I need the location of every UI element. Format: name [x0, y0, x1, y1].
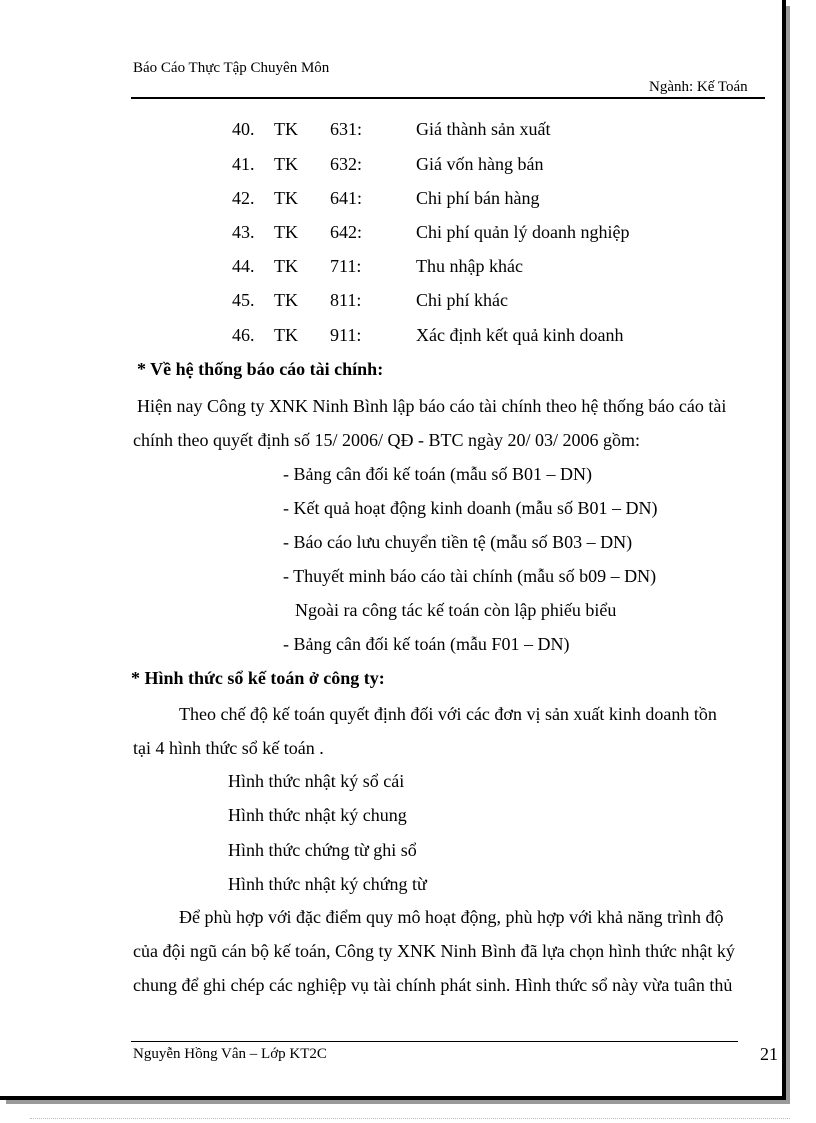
header-department: Ngành: Kế Toán [649, 79, 748, 95]
account-prefix: TK [274, 256, 298, 276]
header-report-title: Báo Cáo Thực Tập Chuyên Môn [133, 60, 330, 76]
report-list-item: - Kết quả hoạt động kinh doanh (mẫu số B01 – DN) [283, 498, 658, 518]
bookkeeping-form-item: Hình thức nhật ký chung [228, 805, 407, 825]
footer-author: Nguyễn Hồng Vân – Lớp KT2C [133, 1046, 327, 1062]
header-rule [131, 97, 765, 99]
account-code: 911: [330, 325, 362, 345]
section-heading-financial-reports: * Về hệ thống báo cáo tài chính: [137, 359, 384, 379]
account-number: 43. [232, 222, 255, 242]
account-code: 811: [330, 290, 362, 310]
bookkeeping-form-item: Hình thức nhật ký chứng từ [228, 874, 427, 894]
account-number: 46. [232, 325, 255, 345]
paragraph-line: Để phù hợp với đặc điểm quy mô hoạt động, phù hợp với khả năng trình độ [179, 907, 724, 927]
paragraph-line: Ngoài ra công tác kế toán còn lập phiếu biểu [295, 600, 617, 620]
account-prefix: TK [274, 119, 298, 139]
section-heading-accounting-books: * Hình thức sổ kế toán ở công ty: [131, 668, 385, 688]
account-prefix: TK [274, 290, 298, 310]
bookkeeping-form-item: Hình thức chứng từ ghi sổ [228, 840, 417, 860]
account-description: Giá thành sản xuất [416, 119, 551, 139]
paragraph-line: chính theo quyết định số 15/ 2006/ QĐ - BTC ngày 20/ 03/ 2006 gồm: [133, 430, 640, 450]
paragraph-line: Hiện nay Công ty XNK Ninh Bình lập báo cáo tài chính theo hệ thống báo cáo tài [137, 396, 727, 416]
account-prefix: TK [274, 188, 298, 208]
report-list-item: - Bảng cân đối kế toán (mẫu số B01 – DN) [283, 464, 592, 484]
paragraph-line: tại 4 hình thức sổ kế toán . [133, 738, 324, 758]
account-description: Thu nhập khác [416, 256, 523, 276]
paragraph-line: Theo chế độ kế toán quyết định đối với các đơn vị sản xuất kinh doanh tồn [179, 704, 717, 724]
account-prefix: TK [274, 154, 298, 174]
paragraph-line: của đội ngũ cán bộ kế toán, Công ty XNK Ninh Bình đã lựa chọn hình thức nhật ký [133, 941, 735, 961]
account-code: 632: [330, 154, 363, 174]
account-code: 631: [330, 119, 363, 139]
account-code: 711: [330, 256, 362, 276]
account-number: 44. [232, 256, 255, 276]
bookkeeping-form-item: Hình thức nhật ký sổ cái [228, 771, 405, 791]
page-number: 21 [760, 1044, 778, 1064]
account-prefix: TK [274, 325, 298, 345]
paragraph-line: chung để ghi chép các nghiệp vụ tài chính phát sinh. Hình thức sổ này vừa tuân thủ [133, 975, 733, 995]
account-description: Chi phí quản lý doanh nghiệp [416, 222, 630, 242]
account-number: 45. [232, 290, 255, 310]
account-description: Xác định kết quả kinh doanh [416, 325, 624, 345]
report-list-item: - Báo cáo lưu chuyển tiền tệ (mẫu số B03 – DN) [283, 532, 633, 552]
account-description: Chi phí bán hàng [416, 188, 540, 208]
report-list-item: - Bảng cân đối kế toán (mẫu F01 – DN) [283, 634, 570, 654]
account-prefix: TK [274, 222, 298, 242]
account-number: 40. [232, 119, 255, 139]
report-list-item: - Thuyết minh báo cáo tài chính (mẫu số b09 – DN) [283, 566, 657, 586]
page-bottom-dotted-line [30, 1118, 790, 1119]
account-number: 42. [232, 188, 255, 208]
account-code: 641: [330, 188, 363, 208]
account-code: 642: [330, 222, 363, 242]
account-description: Giá vốn hàng bán [416, 154, 544, 174]
footer-rule [131, 1041, 738, 1042]
account-description: Chi phí khác [416, 290, 508, 310]
account-number: 41. [232, 154, 255, 174]
